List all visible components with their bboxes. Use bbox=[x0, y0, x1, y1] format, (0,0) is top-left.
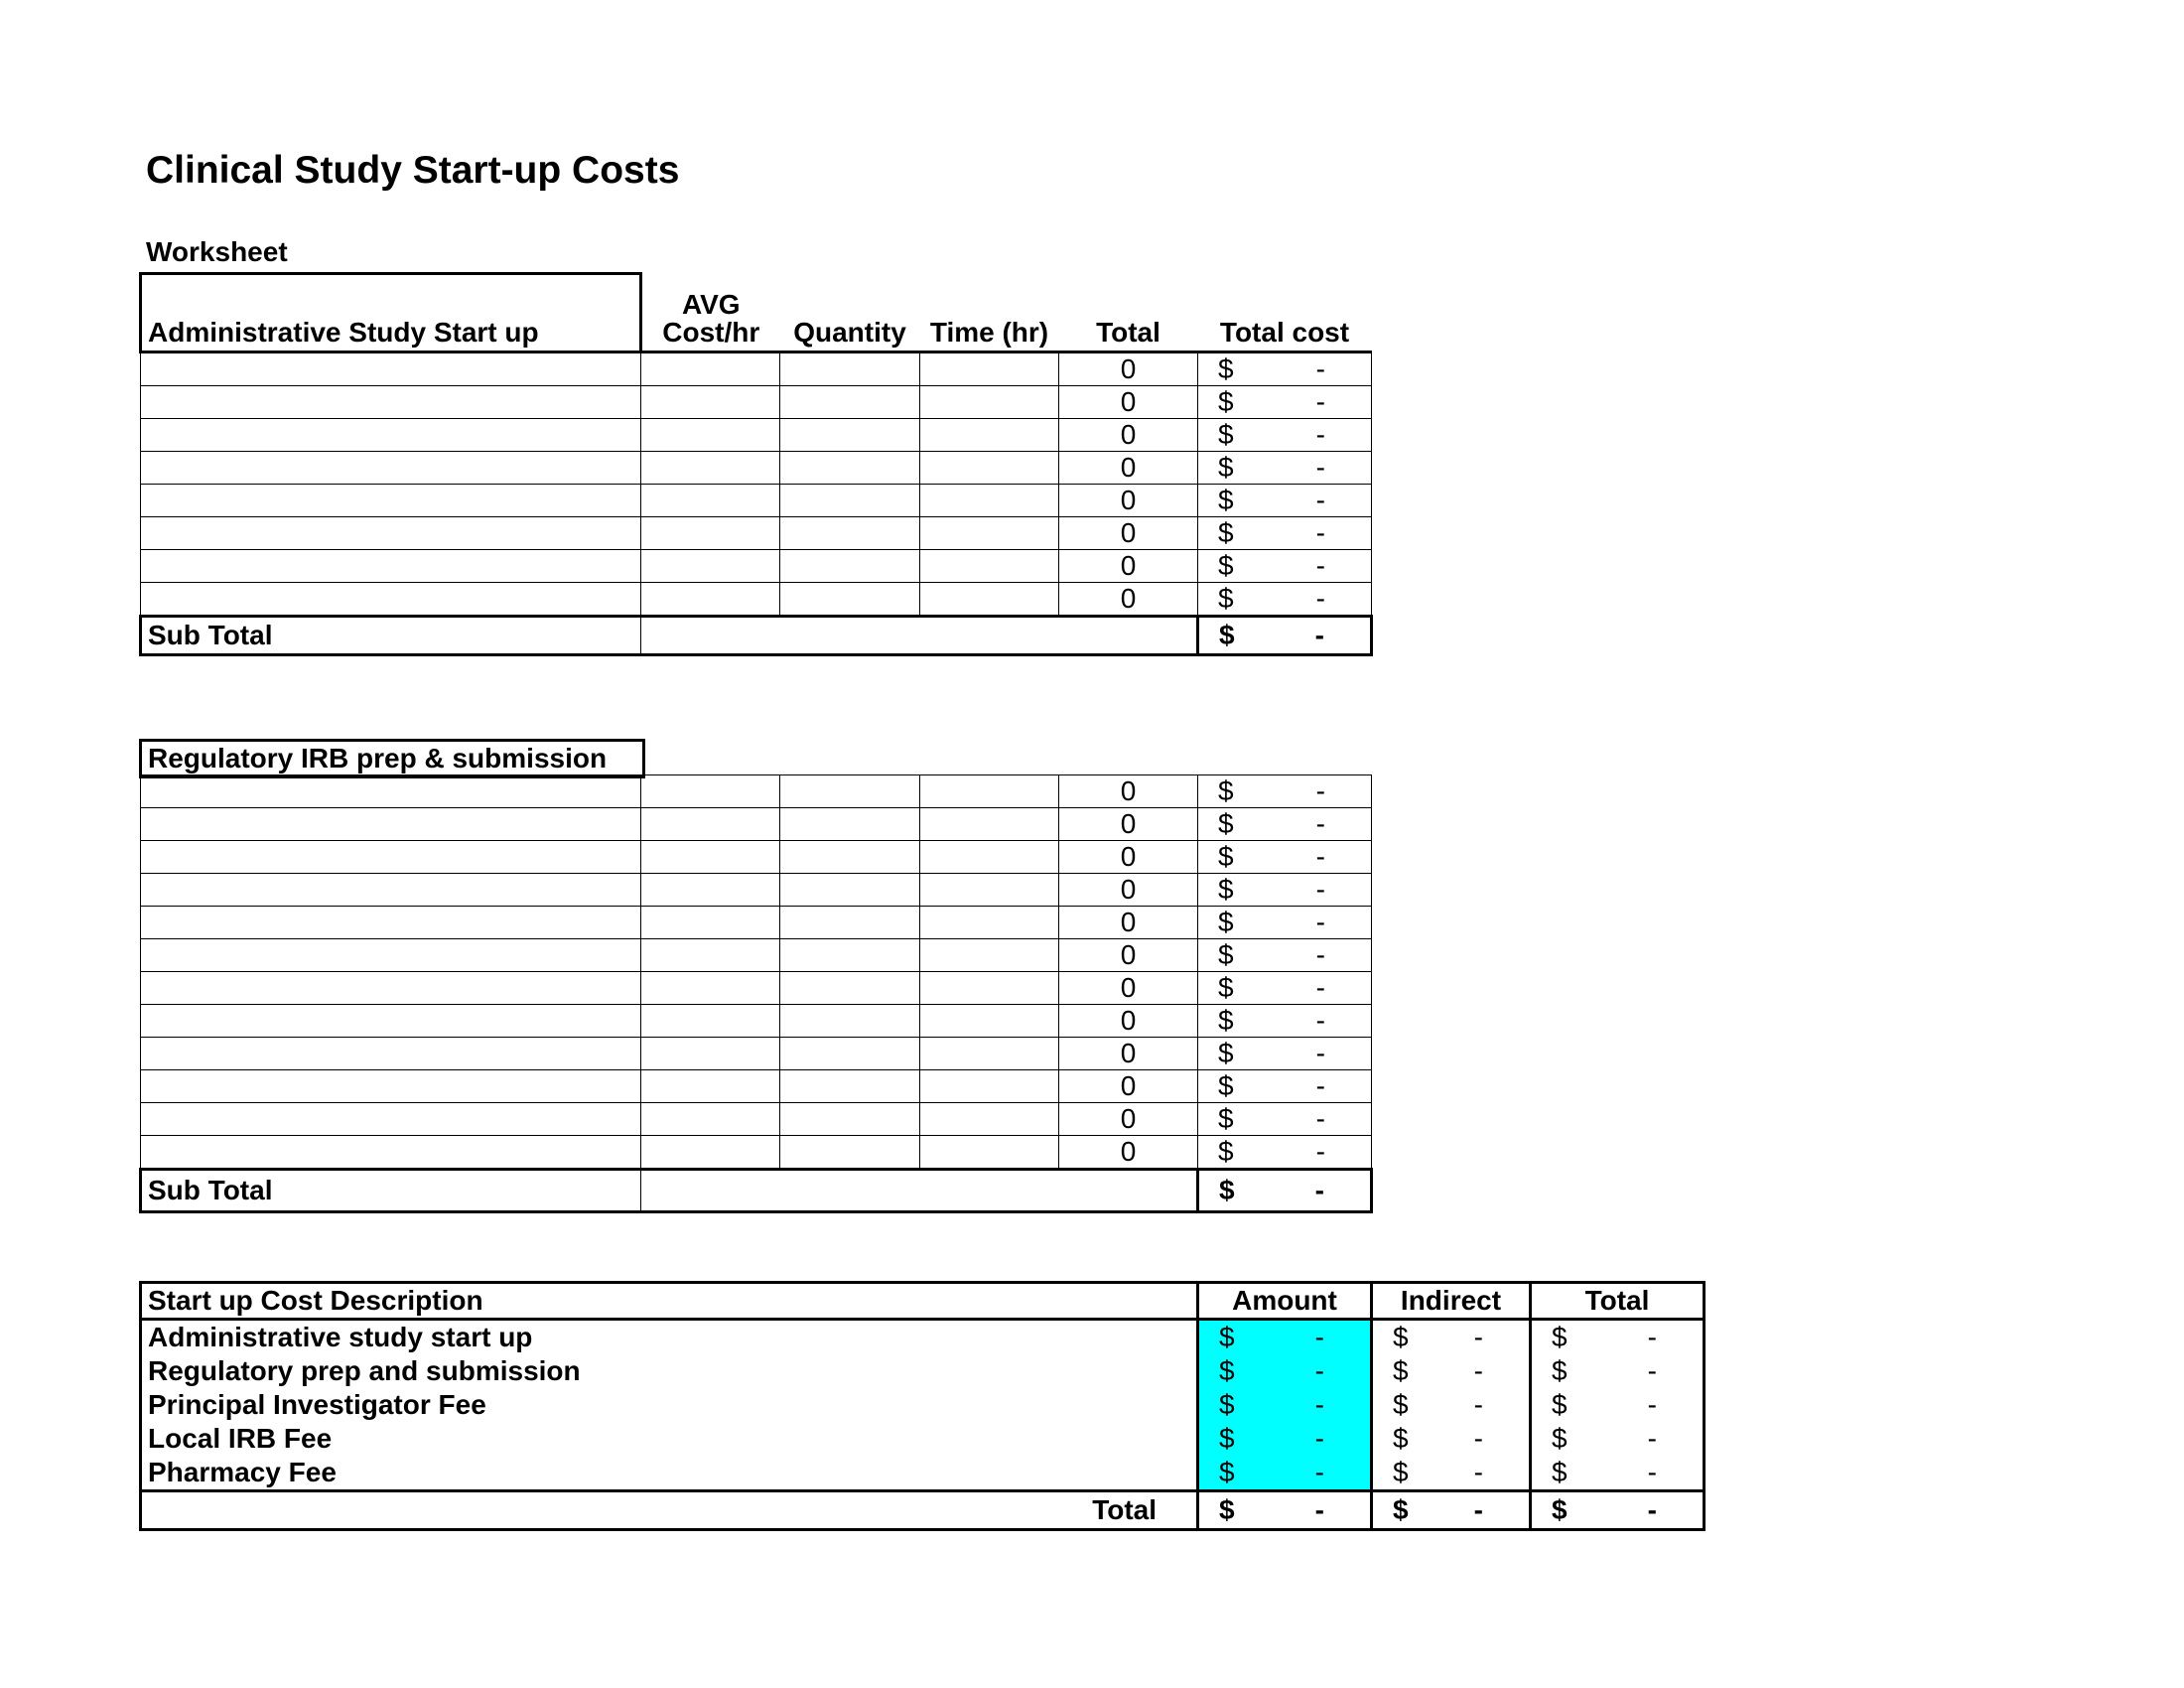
time-cell[interactable] bbox=[920, 452, 1059, 485]
time-cell[interactable] bbox=[920, 939, 1059, 972]
summary-row bbox=[141, 1320, 1705, 1355]
quantity-cell[interactable] bbox=[780, 775, 920, 808]
total-cell: 0 bbox=[1059, 419, 1198, 452]
total-cost-cell: $ - bbox=[1198, 808, 1372, 841]
quantity-cell[interactable] bbox=[780, 550, 920, 583]
table-row bbox=[141, 775, 1372, 808]
total-cell: 0 bbox=[1059, 775, 1198, 808]
description-cell[interactable] bbox=[141, 1136, 641, 1170]
time-cell[interactable] bbox=[920, 583, 1059, 617]
avg-cost-cell[interactable] bbox=[641, 1070, 780, 1103]
avg-cost-cell[interactable] bbox=[641, 1038, 780, 1070]
avg-cost-cell[interactable] bbox=[641, 1005, 780, 1038]
amount-header: Amount bbox=[1198, 1283, 1372, 1320]
table-row bbox=[141, 352, 1372, 386]
quantity-cell[interactable] bbox=[780, 972, 920, 1005]
avg-cost-cell[interactable] bbox=[641, 452, 780, 485]
total-cell: 0 bbox=[1059, 939, 1198, 972]
total-cost-cell: $ - bbox=[1198, 352, 1372, 386]
total-cost-cell: $ - bbox=[1198, 972, 1372, 1005]
regulatory-worksheet-table bbox=[139, 774, 1373, 1213]
table-row bbox=[141, 452, 1372, 485]
time-cell[interactable] bbox=[920, 485, 1059, 517]
description-cell[interactable] bbox=[141, 419, 641, 452]
table-row bbox=[141, 874, 1372, 907]
quantity-cell[interactable] bbox=[780, 517, 920, 550]
total-cell: 0 bbox=[1059, 386, 1198, 419]
table-row bbox=[141, 1103, 1372, 1136]
subtotal-label: Sub Total bbox=[141, 1170, 641, 1212]
total-cost-cell: $ - bbox=[1198, 1136, 1372, 1170]
description-cell[interactable] bbox=[141, 550, 641, 583]
summary-indirect-cell: $ - bbox=[1372, 1320, 1531, 1355]
quantity-cell[interactable] bbox=[780, 939, 920, 972]
table-row bbox=[141, 419, 1372, 452]
description-cell[interactable] bbox=[141, 841, 641, 874]
table-row bbox=[141, 972, 1372, 1005]
table-row bbox=[141, 841, 1372, 874]
summary-total-label: Total bbox=[141, 1491, 1198, 1530]
total-cell: 0 bbox=[1059, 485, 1198, 517]
description-cell[interactable] bbox=[141, 1103, 641, 1136]
summary-header-row bbox=[141, 1283, 1705, 1320]
total-cost-cell: $ - bbox=[1198, 419, 1372, 452]
table-row bbox=[141, 517, 1372, 550]
total-cost-cell: $ - bbox=[1198, 452, 1372, 485]
total-cost-cell: $ - bbox=[1198, 907, 1372, 939]
quantity-cell[interactable] bbox=[780, 907, 920, 939]
summary-total-cell: $ - bbox=[1531, 1422, 1705, 1456]
summary-total-cell: $ - bbox=[1531, 1320, 1705, 1355]
description-cell[interactable] bbox=[141, 583, 641, 617]
summary-amount-cell[interactable]: $ - bbox=[1198, 1422, 1372, 1456]
summary-indirect-cell: $ - bbox=[1372, 1456, 1531, 1491]
description-cell[interactable] bbox=[141, 907, 641, 939]
time-cell[interactable] bbox=[920, 352, 1059, 386]
table-row bbox=[141, 808, 1372, 841]
avg-cost-header: AVG Cost/hr bbox=[641, 274, 780, 352]
time-cell[interactable] bbox=[920, 386, 1059, 419]
description-cell[interactable] bbox=[141, 939, 641, 972]
time-cell[interactable] bbox=[920, 972, 1059, 1005]
table-row bbox=[141, 907, 1372, 939]
table-row bbox=[141, 583, 1372, 617]
total-cell: 0 bbox=[1059, 907, 1198, 939]
avg-cost-cell[interactable] bbox=[641, 1136, 780, 1170]
quantity-cell[interactable] bbox=[780, 1005, 920, 1038]
summary-row bbox=[141, 1422, 1705, 1456]
avg-cost-cell[interactable] bbox=[641, 517, 780, 550]
quantity-cell[interactable] bbox=[780, 841, 920, 874]
table-row bbox=[141, 550, 1372, 583]
total-cell: 0 bbox=[1059, 1005, 1198, 1038]
total-cell: 0 bbox=[1059, 452, 1198, 485]
quantity-cell[interactable] bbox=[780, 452, 920, 485]
subtotal-label: Sub Total bbox=[141, 617, 641, 655]
total-cost-cell: $ - bbox=[1198, 775, 1372, 808]
administrative-worksheet-table bbox=[139, 272, 1373, 656]
avg-cost-cell[interactable] bbox=[641, 808, 780, 841]
total-cost-cell: $ - bbox=[1198, 1070, 1372, 1103]
time-header: Time (hr) bbox=[920, 274, 1059, 352]
total-cost-cell: $ - bbox=[1198, 583, 1372, 617]
summary-row-label: Administrative study start up bbox=[141, 1320, 1198, 1355]
summary-total-indirect: $ - bbox=[1372, 1491, 1531, 1530]
total-header: Total bbox=[1059, 274, 1198, 352]
summary-total-amount: $ - bbox=[1198, 1491, 1372, 1530]
summary-indirect-cell: $ - bbox=[1372, 1388, 1531, 1422]
summary-indirect-cell: $ - bbox=[1372, 1422, 1531, 1456]
total-cost-cell: $ - bbox=[1198, 939, 1372, 972]
summary-row bbox=[141, 1354, 1705, 1388]
summary-table bbox=[139, 1281, 1706, 1531]
total-cell: 0 bbox=[1059, 972, 1198, 1005]
total-cost-cell: $ - bbox=[1198, 386, 1372, 419]
time-cell[interactable] bbox=[920, 1005, 1059, 1038]
description-cell[interactable] bbox=[141, 1070, 641, 1103]
quantity-cell[interactable] bbox=[780, 485, 920, 517]
summary-amount-cell[interactable]: $ - bbox=[1198, 1456, 1372, 1491]
total-cell: 0 bbox=[1059, 583, 1198, 617]
quantity-cell[interactable] bbox=[780, 583, 920, 617]
quantity-cell[interactable] bbox=[780, 419, 920, 452]
summary-row-label: Regulatory prep and submission bbox=[141, 1354, 1198, 1388]
quantity-cell[interactable] bbox=[780, 874, 920, 907]
regulatory-section-label: Regulatory IRB prep & submission bbox=[139, 739, 645, 778]
total-cell: 0 bbox=[1059, 1070, 1198, 1103]
total-cost-cell: $ - bbox=[1198, 1038, 1372, 1070]
avg-cost-cell[interactable] bbox=[641, 485, 780, 517]
total-cost-cell: $ - bbox=[1198, 550, 1372, 583]
total-cell: 0 bbox=[1059, 874, 1198, 907]
description-header: Start up Cost Description bbox=[141, 1283, 1198, 1320]
quantity-cell[interactable] bbox=[780, 808, 920, 841]
summary-row-label: Principal Investigator Fee bbox=[141, 1388, 1198, 1422]
time-cell[interactable] bbox=[920, 907, 1059, 939]
time-cell[interactable] bbox=[920, 874, 1059, 907]
subtotal-row bbox=[141, 1170, 1372, 1212]
description-cell[interactable] bbox=[141, 775, 641, 808]
total-cell: 0 bbox=[1059, 1038, 1198, 1070]
quantity-cell[interactable] bbox=[780, 386, 920, 419]
summary-row-label: Local IRB Fee bbox=[141, 1422, 1198, 1456]
total-header: Total bbox=[1531, 1283, 1705, 1320]
summary-amount-cell[interactable]: $ - bbox=[1198, 1354, 1372, 1388]
time-cell[interactable] bbox=[920, 419, 1059, 452]
quantity-cell[interactable] bbox=[780, 1136, 920, 1170]
time-cell[interactable] bbox=[920, 517, 1059, 550]
summary-amount-cell[interactable]: $ - bbox=[1198, 1320, 1372, 1355]
avg-cost-cell[interactable] bbox=[641, 874, 780, 907]
total-cell: 0 bbox=[1059, 1136, 1198, 1170]
table-row bbox=[141, 386, 1372, 419]
table-row bbox=[141, 939, 1372, 972]
description-cell[interactable] bbox=[141, 1038, 641, 1070]
total-cost-cell: $ - bbox=[1198, 1005, 1372, 1038]
time-cell[interactable] bbox=[920, 841, 1059, 874]
description-cell[interactable] bbox=[141, 808, 641, 841]
total-cell: 0 bbox=[1059, 808, 1198, 841]
avg-cost-cell[interactable] bbox=[641, 1103, 780, 1136]
table-row bbox=[141, 1038, 1372, 1070]
time-cell[interactable] bbox=[920, 1038, 1059, 1070]
total-cell: 0 bbox=[1059, 841, 1198, 874]
table-row bbox=[141, 1070, 1372, 1103]
worksheet-label: Worksheet bbox=[146, 236, 288, 267]
avg-cost-cell[interactable] bbox=[641, 841, 780, 874]
section-label: Administrative Study Start up bbox=[141, 274, 641, 352]
description-cell[interactable] bbox=[141, 517, 641, 550]
total-cost-header: Total cost bbox=[1198, 274, 1372, 352]
description-cell[interactable] bbox=[141, 972, 641, 1005]
avg-cost-cell[interactable] bbox=[641, 352, 780, 386]
avg-cost-cell[interactable] bbox=[641, 386, 780, 419]
description-cell[interactable] bbox=[141, 452, 641, 485]
total-cell: 0 bbox=[1059, 352, 1198, 386]
time-cell[interactable] bbox=[920, 775, 1059, 808]
description-cell[interactable] bbox=[141, 1005, 641, 1038]
summary-row bbox=[141, 1388, 1705, 1422]
quantity-cell[interactable] bbox=[780, 352, 920, 386]
total-cost-cell: $ - bbox=[1198, 841, 1372, 874]
time-cell[interactable] bbox=[920, 1136, 1059, 1170]
avg-cost-cell[interactable] bbox=[641, 939, 780, 972]
time-cell[interactable] bbox=[920, 1103, 1059, 1136]
total-cell: 0 bbox=[1059, 1103, 1198, 1136]
description-cell[interactable] bbox=[141, 874, 641, 907]
quantity-header: Quantity bbox=[780, 274, 920, 352]
subtotal-row bbox=[141, 617, 1372, 655]
summary-total-cell: $ - bbox=[1531, 1388, 1705, 1422]
worksheet-header-row bbox=[141, 274, 1372, 352]
summary-row-label: Pharmacy Fee bbox=[141, 1456, 1198, 1491]
time-cell[interactable] bbox=[920, 808, 1059, 841]
avg-cost-cell[interactable] bbox=[641, 775, 780, 808]
summary-total-cell: $ - bbox=[1531, 1456, 1705, 1491]
time-cell[interactable] bbox=[920, 550, 1059, 583]
avg-cost-cell[interactable] bbox=[641, 972, 780, 1005]
total-cell: 0 bbox=[1059, 517, 1198, 550]
description-cell[interactable] bbox=[141, 386, 641, 419]
summary-amount-cell[interactable]: $ - bbox=[1198, 1388, 1372, 1422]
avg-cost-cell[interactable] bbox=[641, 583, 780, 617]
subtotal-value: $ - bbox=[1198, 1170, 1372, 1212]
table-row bbox=[141, 485, 1372, 517]
avg-cost-cell[interactable] bbox=[641, 550, 780, 583]
quantity-cell[interactable] bbox=[780, 1070, 920, 1103]
description-cell[interactable] bbox=[141, 352, 641, 386]
subtotal-value: $ - bbox=[1198, 617, 1372, 655]
total-cost-cell: $ - bbox=[1198, 517, 1372, 550]
total-cell: 0 bbox=[1059, 550, 1198, 583]
summary-total-cell: $ - bbox=[1531, 1354, 1705, 1388]
quantity-cell[interactable] bbox=[780, 1103, 920, 1136]
summary-row bbox=[141, 1456, 1705, 1491]
table-row bbox=[141, 1005, 1372, 1038]
description-cell[interactable] bbox=[141, 485, 641, 517]
indirect-header: Indirect bbox=[1372, 1283, 1531, 1320]
summary-total-total: $ - bbox=[1531, 1491, 1705, 1530]
table-row bbox=[141, 1136, 1372, 1170]
avg-cost-cell[interactable] bbox=[641, 419, 780, 452]
time-cell[interactable] bbox=[920, 1070, 1059, 1103]
total-cost-cell: $ - bbox=[1198, 1103, 1372, 1136]
total-cost-cell: $ - bbox=[1198, 485, 1372, 517]
total-cost-cell: $ - bbox=[1198, 874, 1372, 907]
summary-total-row bbox=[141, 1491, 1705, 1530]
summary-indirect-cell: $ - bbox=[1372, 1354, 1531, 1388]
avg-cost-cell[interactable] bbox=[641, 907, 780, 939]
quantity-cell[interactable] bbox=[780, 1038, 920, 1070]
page-title: Clinical Study Start-up Costs bbox=[146, 149, 680, 192]
